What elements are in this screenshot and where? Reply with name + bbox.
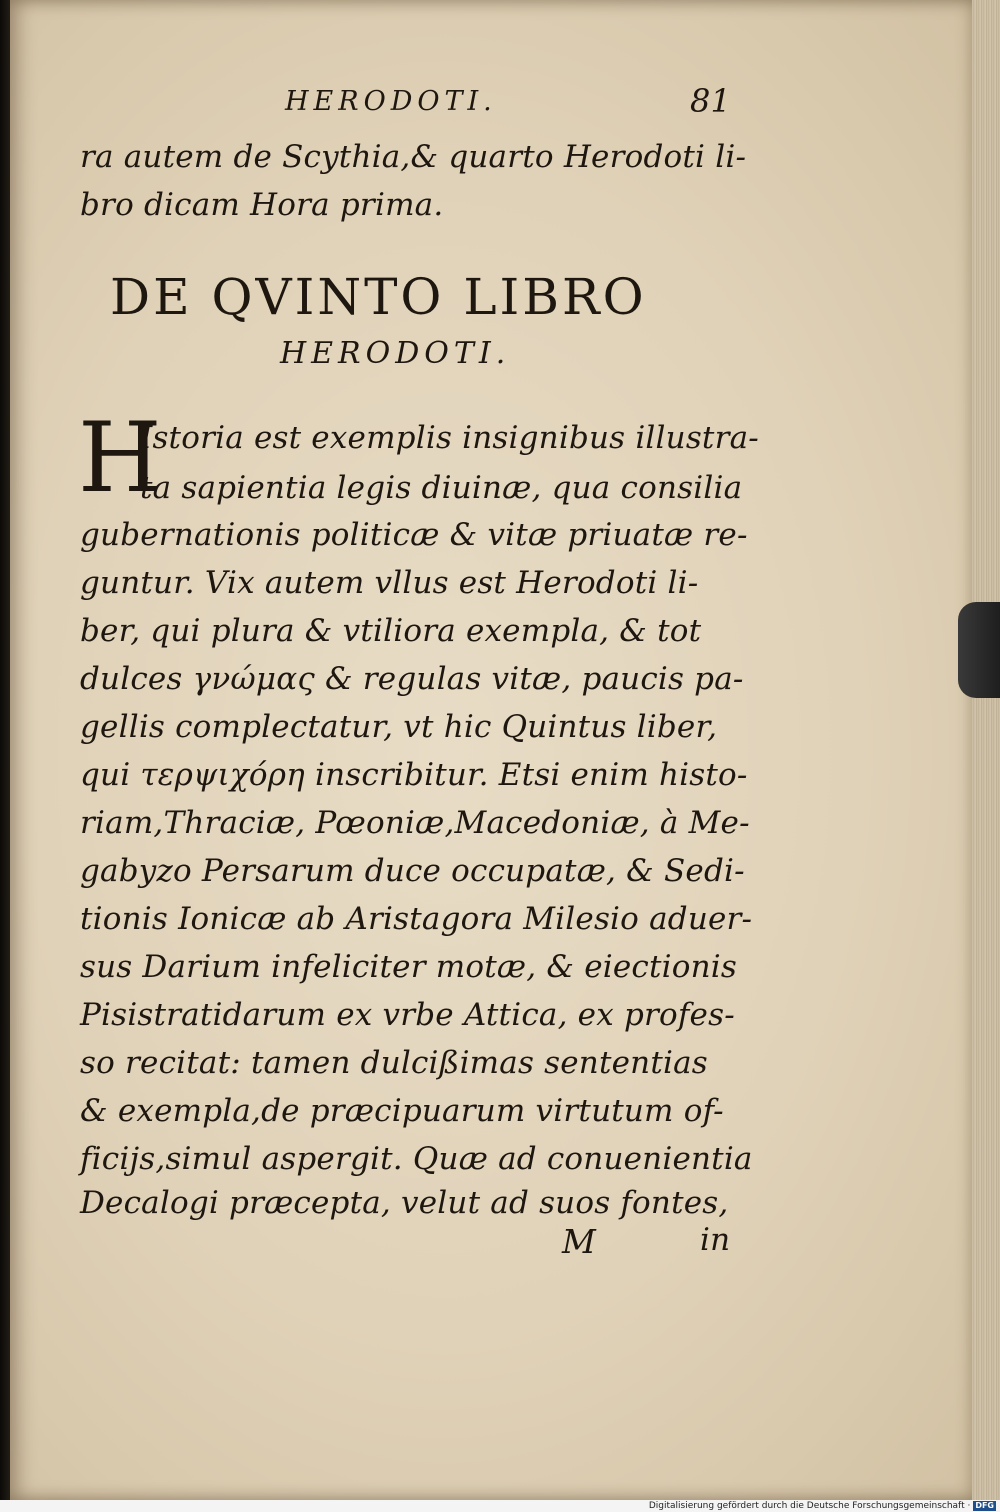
signature-mark: M <box>562 1222 596 1261</box>
text-line: sus Darium infeliciter motæ, & eiectionis <box>80 949 738 985</box>
dfg-logo-icon: DFG <box>975 1501 994 1510</box>
text-line: gellis complectatur, vt hic Quintus liber, <box>80 709 718 745</box>
text-line: ta sapientia legis diuinæ, qua consilia <box>140 470 743 506</box>
text-line: gubernationis politicæ & vitæ priuatæ re- <box>80 517 748 553</box>
text-line: guntur. Vix autem vllus est Herodoti li- <box>80 565 699 601</box>
bookmark-tab <box>958 602 1000 698</box>
text-line: tionis Ionicæ ab Aristagora Milesio aduer- <box>80 901 753 937</box>
chapter-heading: DE QVINTO LIBRO <box>110 268 647 326</box>
drop-cap: H <box>78 402 162 514</box>
text-line: gabyzo Persarum duce occupatæ, & Sedi- <box>80 853 745 889</box>
running-head: HERODOTI. <box>285 86 497 117</box>
funding-credit <box>649 1500 996 1512</box>
funding-credit-text: Digitalisierung gefördert durch die Deutsche Forschungsgemeinschaft · <box>648 1501 971 1511</box>
catchword: in <box>700 1222 731 1258</box>
chapter-subheading: HERODOTI. <box>280 336 511 371</box>
page-number: 81 <box>690 82 732 120</box>
page-stack-edge <box>972 0 1000 1500</box>
text-line: Decalogi præcepta, velut ad suos fontes, <box>80 1185 729 1221</box>
text-line: qui τερψιχόρη inscribitur. Etsi enim histo- <box>80 757 748 793</box>
text-line: Pisistratidarum ex vrbe Attica, ex profes- <box>80 997 735 1033</box>
text-line: ra autem de Scythia,& quarto Herodoti li- <box>80 139 747 175</box>
text-line: ficijs,simul aspergit. Quæ ad conuenientia <box>80 1141 753 1177</box>
text-line: & exempla,de præcipuarum virtutum of- <box>80 1093 724 1129</box>
text-line: Istoria est exemplis insignibus illustra- <box>140 420 759 456</box>
text-line: dulces γνώμας & regulas vitæ, paucis pa- <box>80 661 744 697</box>
text-line: ber, qui plura & vtiliora exempla, & tot <box>80 613 702 649</box>
text-line: so recitat: tamen dulcißimas sententias <box>80 1045 708 1081</box>
text-line: bro dicam Hora prima. <box>80 187 444 223</box>
text-line: riam,Thraciæ, Pœoniæ,Macedoniæ, à Me- <box>80 805 750 841</box>
paper-page <box>10 0 975 1500</box>
